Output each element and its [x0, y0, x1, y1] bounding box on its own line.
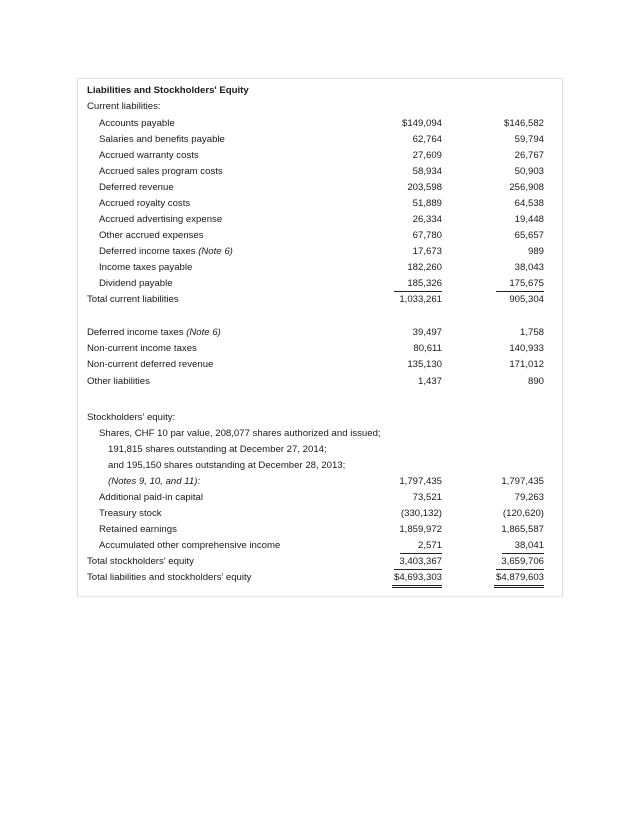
row-label: Income taxes payable: [99, 262, 193, 273]
total-current-liabilities-row: [78, 292, 562, 308]
equity-heading-row: [78, 410, 562, 426]
row-value-2014: 1,859,972: [399, 524, 442, 535]
row-value-2013: 50,903: [514, 166, 544, 177]
row-value-2013: 65,657: [514, 230, 544, 241]
row-value-2014: $149,094: [401, 118, 442, 129]
row-value-2013: 3,659,706: [501, 556, 544, 567]
shares-line-row: [78, 426, 562, 442]
table-row: [78, 228, 562, 244]
row-value-2013: 905,304: [509, 294, 544, 305]
table-row: [78, 180, 562, 196]
row-value-2014: 185,326: [407, 278, 442, 289]
table-row: [78, 325, 562, 341]
section-title: Liabilities and Stockholders' Equity: [87, 85, 249, 96]
row-value-2014: 1,797,435: [399, 476, 442, 487]
row-label: Other accrued expenses: [99, 230, 204, 241]
row-value-2013: 256,908: [509, 182, 544, 193]
row-label: Non-current deferred revenue: [87, 359, 214, 370]
table-row: [78, 212, 562, 228]
row-value-2014: 67,780: [412, 230, 442, 241]
table-row: [78, 132, 562, 148]
section-title-row: [78, 83, 562, 99]
row-label: Dividend payable: [99, 278, 173, 289]
row-value-2014: (330,132): [400, 508, 442, 519]
row-value-2014: 51,889: [412, 198, 442, 209]
table-row: [78, 164, 562, 180]
table-row: [78, 260, 562, 276]
row-value-2013: $4,879,603: [495, 572, 544, 583]
shares-line: Shares, CHF 10 par value, 208,077 shares authorized and issued;: [99, 428, 381, 439]
double-rule-2014-a: [392, 585, 442, 586]
row-label: Accrued royalty costs: [99, 198, 191, 209]
row-label: Retained earnings: [99, 524, 177, 535]
balance-sheet-panel: [77, 78, 563, 597]
table-row: [78, 244, 562, 260]
row-label-text: Deferred income taxes: [87, 327, 184, 338]
row-value-2013: 1,758: [519, 327, 544, 338]
row-value-2014: 3,403,367: [399, 556, 442, 567]
table-row: [78, 357, 562, 373]
row-value-2014: $4,693,303: [393, 572, 442, 583]
row-label-note: (Note 6): [186, 327, 221, 338]
row-label: Accumulated other comprehensive income: [99, 540, 281, 551]
row-value-2013: 989: [527, 246, 544, 257]
row-value-2013: 79,263: [514, 492, 544, 503]
equity-heading: Stockholders' equity:: [87, 412, 176, 423]
row-value-2014: 17,673: [412, 246, 442, 257]
row-value-2013: 140,933: [509, 343, 544, 354]
row-value-2014: 73,521: [412, 492, 442, 503]
row-label: Accrued advertising expense: [99, 214, 223, 225]
table-row: [78, 522, 562, 538]
row-label: Total stockholders' equity: [87, 556, 194, 567]
double-rule-2013-a: [494, 585, 544, 586]
row-label: Non-current income taxes: [87, 343, 197, 354]
row-value-2014: 62,764: [412, 134, 442, 145]
row-value-2013: 38,041: [514, 540, 544, 551]
row-label: [87, 325, 221, 341]
shares-line: (Notes 9, 10, and 11):: [108, 476, 201, 487]
row-value-2013: 1,797,435: [501, 476, 544, 487]
row-value-2013: 59,794: [514, 134, 544, 145]
row-value-2014: 203,598: [407, 182, 442, 193]
row-label-note: (Note 6): [198, 246, 233, 257]
row-value-2013: 38,043: [514, 262, 544, 273]
row-label: Total liabilities and stockholders' equity: [87, 572, 252, 583]
row-label: Accounts payable: [99, 118, 175, 129]
row-value-2014: 80,611: [413, 343, 442, 354]
row-value-2013: (120,620): [502, 508, 544, 519]
shares-line-row: [78, 458, 562, 474]
total-equity-row: [78, 554, 562, 570]
current-liabilities-heading: Current liabilities:: [87, 101, 161, 112]
row-label: Treasury stock: [99, 508, 162, 519]
table-row: [78, 490, 562, 506]
row-label: Accrued warranty costs: [99, 150, 199, 161]
row-label: [99, 244, 233, 260]
row-value-2014: 39,497: [412, 327, 442, 338]
double-rule-2013-b: [494, 587, 544, 588]
table-row: [78, 196, 562, 212]
shares-line: 191,815 shares outstanding at December 27, 2014;: [108, 444, 327, 455]
row-value-2014: 1,033,261: [399, 294, 442, 305]
row-value-2014: 26,334: [412, 214, 442, 225]
row-label: Other liabilities: [87, 376, 150, 387]
row-label-text: Deferred income taxes: [99, 246, 196, 257]
row-value-2013: 890: [527, 376, 544, 387]
row-value-2013: 19,448: [514, 214, 544, 225]
current-liabilities-heading-row: [78, 99, 562, 115]
row-label: Additional paid-in capital: [99, 492, 203, 503]
row-value-2013: 1,865,587: [501, 524, 544, 535]
table-row: [78, 374, 562, 390]
table-row: [78, 116, 562, 132]
table-row: [78, 276, 562, 292]
shares-line-row: [78, 474, 562, 490]
row-value-2013: 175,675: [509, 278, 544, 289]
double-rule-2014-b: [392, 587, 442, 588]
row-value-2014: 2,571: [417, 540, 442, 551]
row-value-2014: 1,437: [417, 376, 442, 387]
row-value-2014: 58,934: [412, 166, 442, 177]
table-row: [78, 538, 562, 554]
row-label: Deferred revenue: [99, 182, 174, 193]
row-value-2013: 171,012: [509, 359, 544, 370]
table-row: [78, 148, 562, 164]
row-value-2014: 27,609: [412, 150, 442, 161]
row-value-2014: 135,130: [407, 359, 442, 370]
table-row: [78, 506, 562, 522]
row-value-2013: $146,582: [503, 118, 544, 129]
row-value-2013: 26,767: [514, 150, 544, 161]
row-value-2014: 182,260: [407, 262, 442, 273]
shares-line: and 195,150 shares outstanding at December 28, 2013;: [108, 460, 346, 471]
table-row: [78, 341, 562, 357]
shares-line-row: [78, 442, 562, 458]
row-label: Total current liabilities: [87, 294, 179, 305]
row-value-2013: 64,538: [514, 198, 544, 209]
grand-total-row: [78, 570, 562, 586]
row-label: Accrued sales program costs: [99, 166, 223, 177]
row-label: Salaries and benefits payable: [99, 134, 225, 145]
